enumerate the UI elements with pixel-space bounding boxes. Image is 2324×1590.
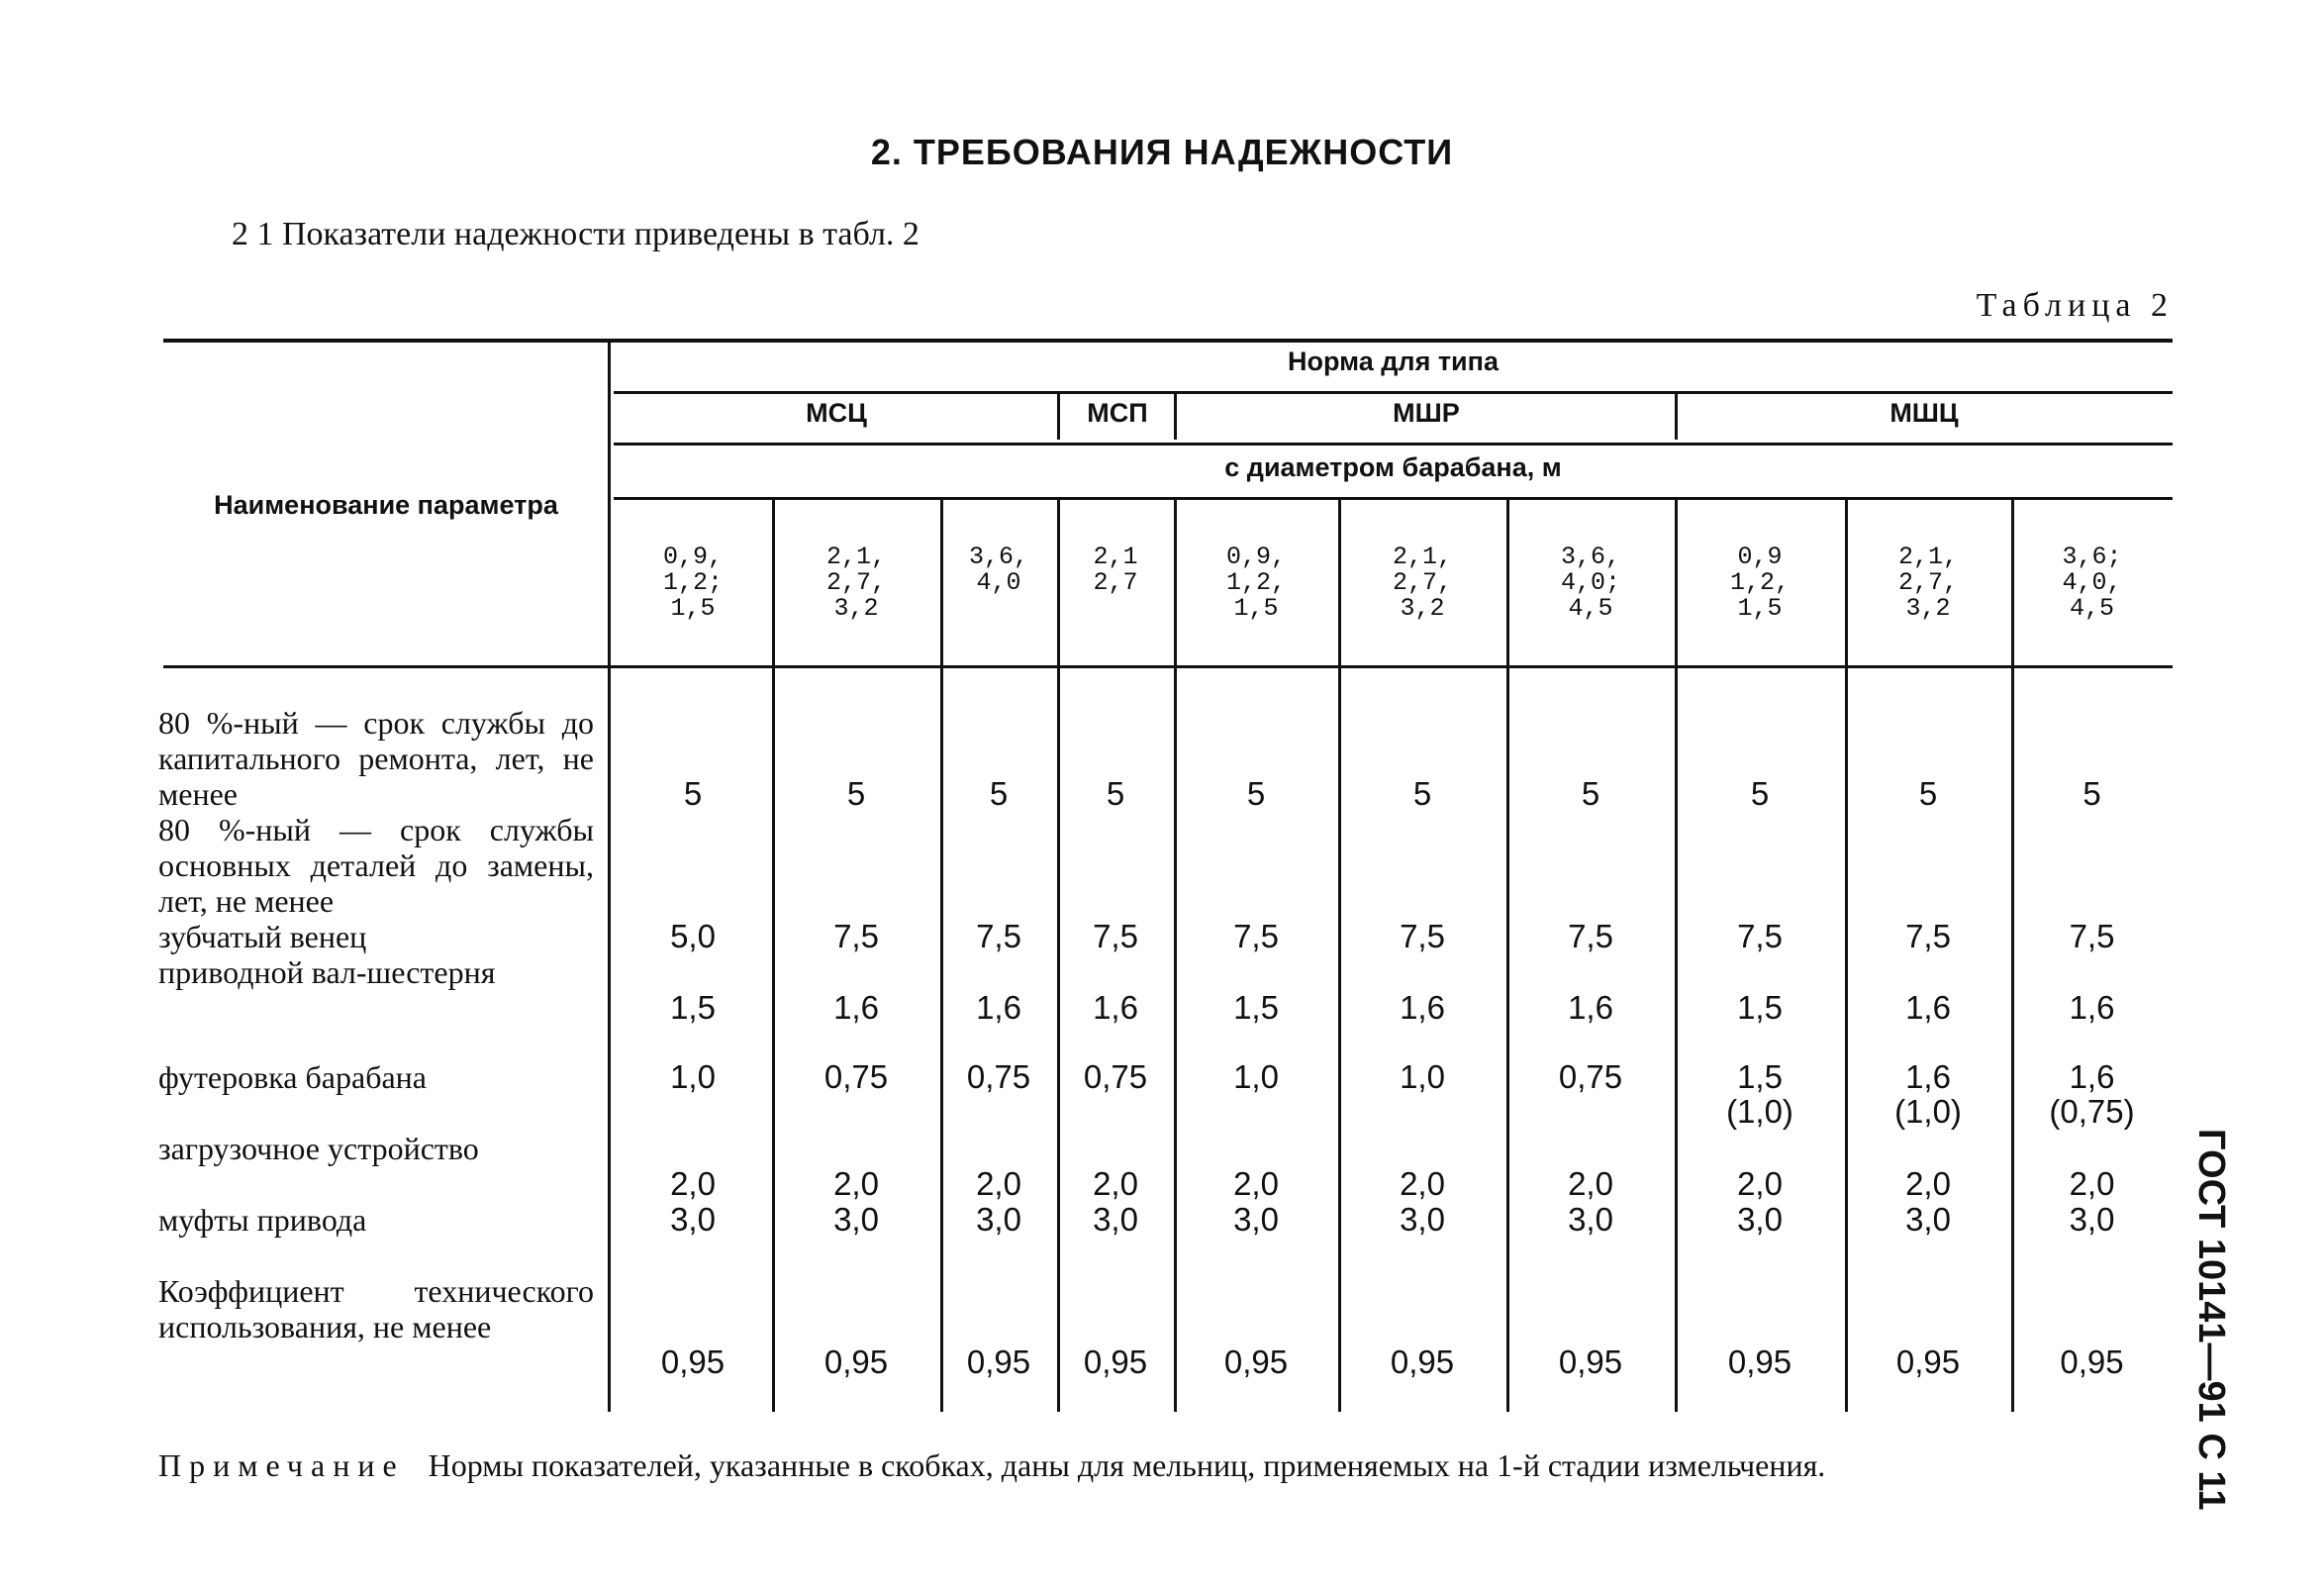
value-cell: 1,0 bbox=[1233, 1058, 1279, 1095]
diameter-cell: 3,6, 4,0 bbox=[968, 543, 1028, 597]
gost-page-marker: ГОСТ 10141—91 С 11 bbox=[2190, 1129, 2232, 1511]
row-label-drive-couplings: муфты привода bbox=[158, 1202, 367, 1238]
row-label-service-life: 80 %-ный — срок службы до капитального ремонта, лет, не менее bbox=[158, 705, 594, 812]
value-cell: 0,95 bbox=[823, 1343, 889, 1380]
value-cell: 3,0 bbox=[1233, 1201, 1279, 1238]
type-header-mshc: МШЦ bbox=[1889, 398, 1959, 428]
intro-paragraph: 2 1 Показатели надежности приведены в табл. 2 bbox=[232, 216, 920, 252]
value-cell: 0,75 bbox=[823, 1058, 889, 1095]
value-cell: 5 bbox=[1246, 775, 1266, 812]
value-cell: 5 bbox=[683, 775, 703, 812]
table-note bbox=[158, 1447, 2187, 1483]
value-cell: 2,0 bbox=[976, 1165, 1021, 1202]
value-cell: 0,95 bbox=[1223, 1343, 1289, 1380]
value-cell: 2,0 bbox=[2069, 1165, 2115, 1202]
diameter-cell: 0,9, 1,2, 1,5 bbox=[1225, 543, 1286, 623]
value-cell: 5 bbox=[846, 775, 866, 812]
col-divider-1 bbox=[772, 500, 775, 1412]
value-cell: 5 bbox=[989, 775, 1009, 812]
value-cell: 1,6 (1,0) bbox=[1894, 1058, 1962, 1130]
diameter-cell: 2,1, 2,7, 3,2 bbox=[825, 543, 886, 623]
table-caption: Таблица 2 bbox=[1976, 287, 2174, 324]
value-cell: 1,0 bbox=[1400, 1058, 1445, 1095]
value-cell: 7,5 bbox=[1093, 918, 1138, 954]
col-divider-5 bbox=[1338, 500, 1341, 1412]
value-cell: 1,6 bbox=[976, 989, 1021, 1026]
col-divider-2 bbox=[940, 500, 943, 1412]
value-cell: 5,0 bbox=[670, 918, 716, 954]
value-cell: 1,6 bbox=[1568, 989, 1613, 1026]
value-cell: 1,0 bbox=[670, 1058, 716, 1095]
types-rule bbox=[614, 391, 2173, 394]
value-cell: 3,0 bbox=[1093, 1201, 1138, 1238]
diameter-rule-top bbox=[614, 443, 2173, 446]
value-cell: 7,5 bbox=[1568, 918, 1613, 954]
value-cell: 5 bbox=[1412, 775, 1432, 812]
value-cell: 7,5 bbox=[833, 918, 879, 954]
value-cell: 5 bbox=[1750, 775, 1770, 812]
value-cell: 7,5 bbox=[1905, 918, 1951, 954]
row-label-loading-device: загрузочное устройство bbox=[158, 1131, 479, 1166]
type-header-msp: МСП bbox=[1087, 398, 1148, 428]
type-header-msc: МСЦ bbox=[806, 398, 867, 428]
value-cell: 1,5 bbox=[1233, 989, 1279, 1026]
note-text: Нормы показателей, указанные в скобках, даны для мельниц, применяемых на 1-й стадии измельчения. bbox=[428, 1447, 1826, 1483]
value-cell: 5 bbox=[1581, 775, 1600, 812]
diameter-cell: 0,9 1,2, 1,5 bbox=[1729, 543, 1790, 623]
value-cell: 0,95 bbox=[1727, 1343, 1792, 1380]
value-cell: 7,5 bbox=[1737, 918, 1783, 954]
value-cell: 2,0 bbox=[1905, 1165, 1951, 1202]
diameter-header: с диаметром барабана, м bbox=[1224, 452, 1562, 482]
value-cell: 7,5 bbox=[1400, 918, 1445, 954]
value-cell: 1,6 (0,75) bbox=[2049, 1058, 2135, 1130]
value-cell: 3,0 bbox=[1737, 1201, 1783, 1238]
value-cell: 1,5 bbox=[1737, 989, 1783, 1026]
diameter-cell: 2,1, 2,7, 3,2 bbox=[1392, 543, 1452, 623]
col-divider-4 bbox=[1174, 500, 1177, 1412]
value-cell: 0,95 bbox=[1558, 1343, 1623, 1380]
value-cell: 2,0 bbox=[670, 1165, 716, 1202]
col-divider-6 bbox=[1506, 500, 1509, 1412]
header-bottom-rule bbox=[163, 665, 2173, 668]
row-label-gear-rim: зубчатый венец bbox=[158, 919, 367, 954]
col-divider-3 bbox=[1057, 500, 1060, 1412]
value-cell: 0,75 bbox=[966, 1058, 1031, 1095]
value-cell: 0,95 bbox=[2060, 1343, 2124, 1380]
value-cell: 2,0 bbox=[1093, 1165, 1138, 1202]
value-cell: 0,75 bbox=[1558, 1058, 1623, 1095]
value-cell: 3,0 bbox=[1568, 1201, 1613, 1238]
value-cell: 7,5 bbox=[976, 918, 1021, 954]
value-cell: 0,95 bbox=[1895, 1343, 1961, 1380]
row-label-drive-shaft: приводной вал-шестерня bbox=[158, 954, 496, 990]
note-label: Примечание bbox=[158, 1447, 405, 1483]
diameter-cell: 2,1 2,7 bbox=[1093, 543, 1138, 597]
section-title: 2. ТРЕБОВАНИЯ НАДЕЖНОСТИ bbox=[870, 132, 1454, 172]
diameter-cell: 0,9, 1,2; 1,5 bbox=[662, 543, 723, 623]
value-cell: 1,6 bbox=[2069, 989, 2115, 1026]
value-cell: 5 bbox=[1106, 775, 1125, 812]
value-cell: 2,0 bbox=[1400, 1165, 1445, 1202]
value-cell: 0,95 bbox=[1083, 1343, 1148, 1380]
diameter-cell: 2,1, 2,7, 3,2 bbox=[1897, 543, 1958, 623]
type-header-mshr: МШР bbox=[1393, 398, 1460, 428]
value-cell: 3,0 bbox=[1905, 1201, 1951, 1238]
row-label-parts-life: 80 %-ный — срок службы основных деталей до замены, лет, не менее bbox=[158, 812, 594, 919]
value-cell: 2,0 bbox=[1737, 1165, 1783, 1202]
value-cell: 3,0 bbox=[670, 1201, 716, 1238]
value-cell: 0,95 bbox=[660, 1343, 726, 1380]
value-cell: 2,0 bbox=[833, 1165, 879, 1202]
diameter-cell: 3,6, 4,0; 4,5 bbox=[1560, 543, 1620, 623]
value-cell: 1,6 bbox=[1905, 989, 1951, 1026]
value-cell: 3,0 bbox=[2069, 1201, 2115, 1238]
table-top-rule bbox=[163, 339, 2173, 343]
diameter-cell: 3,6; 4,0, 4,5 bbox=[2062, 543, 2122, 623]
value-cell: 0,95 bbox=[966, 1343, 1031, 1380]
value-cell: 0,75 bbox=[1083, 1058, 1148, 1095]
value-cell: 0,95 bbox=[1390, 1343, 1455, 1380]
value-cell: 3,0 bbox=[833, 1201, 879, 1238]
row-label-drum-lining: футеровка барабана bbox=[158, 1059, 427, 1095]
value-cell: 3,0 bbox=[1400, 1201, 1445, 1238]
value-cell: 3,0 bbox=[976, 1201, 1021, 1238]
col-divider-7 bbox=[1675, 500, 1678, 1412]
value-cell: 7,5 bbox=[1233, 918, 1279, 954]
value-cell: 1,6 bbox=[1093, 989, 1138, 1026]
row-label-utilization: Коэффициент технического использования, не менее bbox=[158, 1273, 594, 1344]
value-cell: 2,0 bbox=[1233, 1165, 1279, 1202]
col-divider-8 bbox=[1845, 500, 1848, 1412]
param-header: Наименование параметра bbox=[214, 490, 558, 520]
value-cell: 5 bbox=[1918, 775, 1938, 812]
value-cell: 1,6 bbox=[1400, 989, 1445, 1026]
value-cell: 1,5 (1,0) bbox=[1726, 1058, 1793, 1130]
value-cell: 7,5 bbox=[2069, 918, 2115, 954]
value-cell: 2,0 bbox=[1568, 1165, 1613, 1202]
norm-header: Норма для типа bbox=[1288, 347, 1499, 376]
value-cell: 1,6 bbox=[833, 989, 879, 1026]
diameter-rule-bottom bbox=[614, 497, 2173, 500]
value-cell: 1,5 bbox=[670, 989, 716, 1026]
value-cell: 5 bbox=[2082, 775, 2101, 812]
col-divider-9 bbox=[2011, 500, 2014, 1412]
